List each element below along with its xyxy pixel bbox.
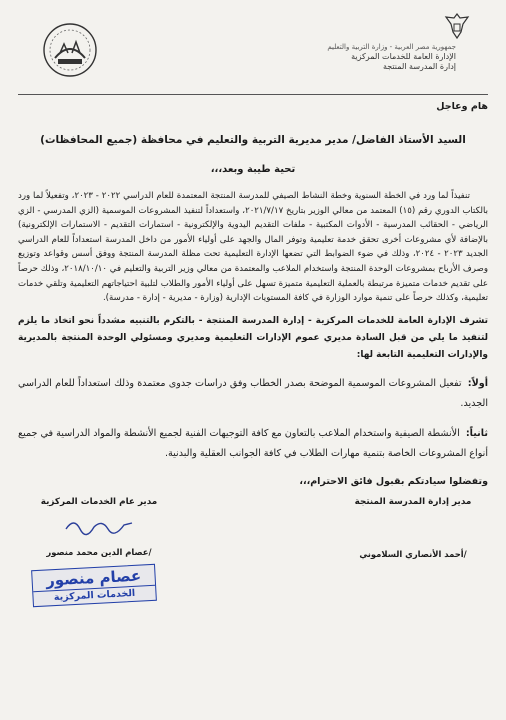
stamp-line-2: الخدمات المركزية <box>33 585 156 606</box>
signature-right-title: مدير إدارة المدرسة المنتجة <box>354 496 472 507</box>
signature-left <box>24 496 174 603</box>
point-1 <box>18 374 488 414</box>
greeting: تحية طيبة وبعد،،، <box>210 164 296 175</box>
eagle-icon <box>444 12 470 42</box>
government-line: جمهورية مصر العربية - وزارة التربية والتعليم <box>327 43 456 51</box>
body-paragraph: تنفيذاً لما ورد في الخطة السنوية وخطة النشاط الصيفي للمدرسة المنتجة المعتمدة للعام الدراسي ٢٠٢٢ - ٢٠٢٣، وتفعيلاً لما ورد بالكتاب الدوري رقم (١٥) المعتمد من معالي الوزير بتاريخ ٢٠٢١/٧/١٧، واستعداداً لتنفيذ المشروعات الموسمية (الزي المدرسي - الزي الرياضي - الحقائب المدرسية - الأدوات المكتبية - ملفات التقديم اليدوية والإلكترونية - استمارات التقديم - الاستمارات الإلكترونية) بالإضافة لأي مشروعات أخرى تحقق خدمة تعليمية وتوفر المال والجهد على أولياء الأمور من داخل المدرسة استعداداً للعام الدراسي الجديد ٢٠٢٣ - ٢٠٢٤، وذلك في ضوء الضوابط التي تضعها الإدارة التعليمية تحت مظلة المدرسة المنتجة ووفق أسس وقواعد وتوزيع وصرف الأرباح بمشروعات الوحدة المنتجة واستخدام الملاعب والمعتمدة من معالي وزير التربية والتعليم في ٢٠١٨/١٠/١٠، وذلك حرصاً على تقديم خدمات متميزة مرتبطة بالعملية التعليمية متميزة تسهل على أولياء الأمور والطلاب لتلبية احتياجاتهم التعليمية وتلقي خدمات تعليمية، وكذلك حرصاً على تنمية موارد الوزارة في كافة المستويات الإدارية (وزارة - مديرية - إدارة - مدرسة). <box>18 191 488 304</box>
point-2 <box>18 424 488 464</box>
signature-right-name: /أحمد الأنصاري السلاموني <box>359 548 467 559</box>
urgent-label: هام وعاجل <box>436 101 488 112</box>
signature-left-title: مدير عام الخدمات المركزية <box>40 496 158 507</box>
point-2-text: الأنشطة الصيفية واستخدام الملاعب بالتعاون مع كافة التوجيهات الفنية لجميع الأنشطة والمواد الدراسية في جميع أنواع المشروعات الخاصة بتنمية مهارات الطلاب في كافة الجوانب العقلية والبدنية. <box>18 427 488 459</box>
handwritten-signature <box>64 515 134 537</box>
emblem-line-1: الإدارة العامة للخدمات المركزية <box>351 52 456 61</box>
instruction-paragraph: تشرف الإدارة العامة للخدمات المركزية - إدارة المدرسة المنتجة - بالتكرم بالتنبيه مشدداً نحو اتخاذ ما يلزم لتنفيذ ما يلي من قبل السادة مديري عموم الإدارات التعليمية ومديري ومسئولي الوحدة المنتجة بالمديرية والإدارات التعليمية التابعة لها: <box>18 315 488 360</box>
point-1-text: تفعيل المشروعات الموسمية الموضحة بصدر الخطاب وفق دراسات جدوى معتمدة وذلك استعداداً للعام الدراسي الجديد. <box>18 377 488 409</box>
signature-left-name: /عصام الدين محمد منصور <box>46 546 152 557</box>
point-2-label: ثانياً: <box>465 427 488 439</box>
signature-right <box>338 497 488 559</box>
addressee-line: السيد الأستاذ الفاضل/ مدير مديرية التربية والتعليم في محافظة (جميع المحافظات) <box>40 134 466 146</box>
closing-line: وتفضلوا سيادتكم بقبول فائق الاحترام،،، <box>299 475 488 487</box>
signature-block <box>18 497 488 647</box>
stamp-line-1: عصام منصور <box>45 566 142 590</box>
ministry-emblem <box>270 12 470 72</box>
official-stamp <box>31 564 157 607</box>
header-divider <box>18 94 488 95</box>
productive-school-logo <box>40 20 100 80</box>
letterhead <box>18 6 488 90</box>
point-1-label: أولاً: <box>467 377 488 389</box>
emblem-line-2: إدارة المدرسة المنتجة <box>382 62 456 71</box>
